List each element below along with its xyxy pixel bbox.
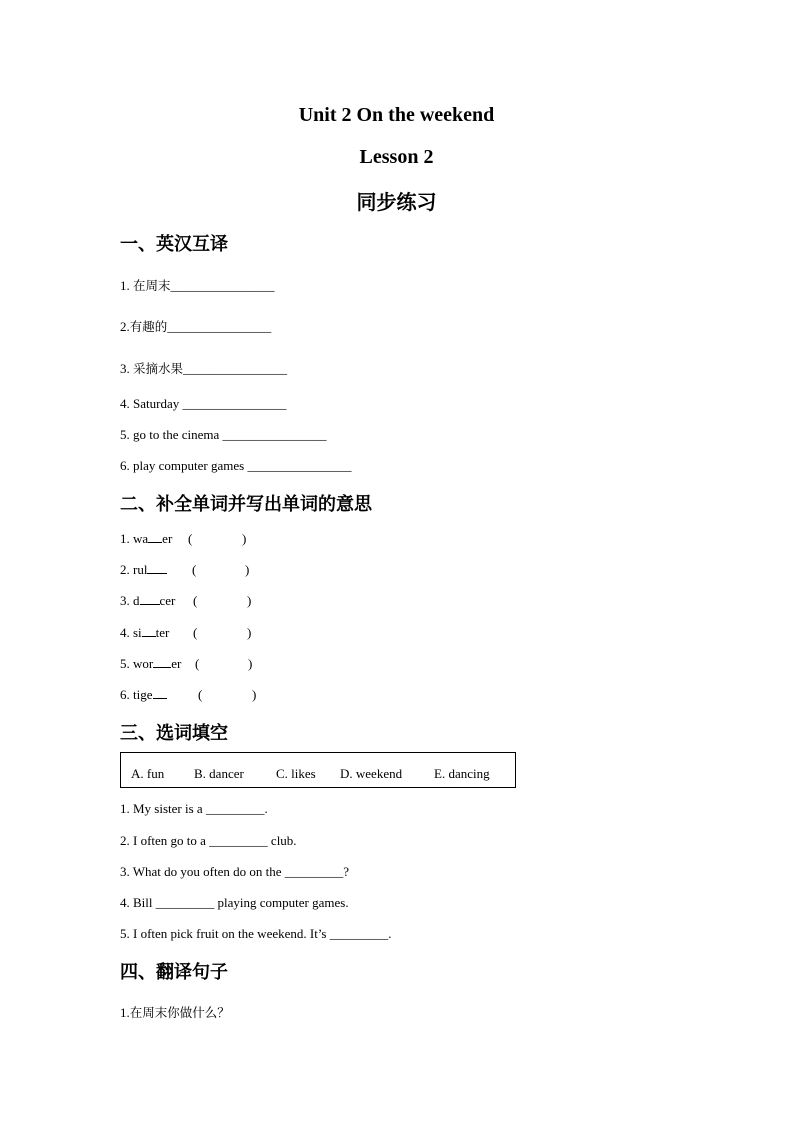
sentence-end: playing computer games. [214,895,349,910]
document-title: Unit 2 On the weekend [298,104,495,126]
s2-item-2 [120,562,250,578]
item-number: 1. [120,531,133,546]
item-number: 3. [120,593,133,608]
answer-blank[interactable]: _________ [205,801,265,816]
s3-item-1 [120,801,268,817]
s1-item-5 [120,427,327,443]
answer-blank[interactable]: _________ [329,926,389,941]
sentence-start: 2. I often go to a [120,833,210,848]
word-option-a: A. fun [131,766,165,781]
sentence-start: 5. I often pick fruit on the weekend. It’s [120,926,330,941]
answer-blank[interactable]: _________ [284,864,344,879]
section-4-heading: 四、翻译句子 [120,962,228,983]
letter-blank[interactable] [140,593,160,605]
section-1-heading: 一、英汉互译 [120,234,228,255]
item-number: 1. [120,278,133,293]
answer-blank[interactable]: ________________ [182,396,287,411]
answer-blank[interactable]: ________________ [167,319,272,334]
s2-item-5 [120,656,253,672]
s4-item-1 [120,1003,230,1021]
item-number: 4. [120,625,133,640]
word-option-c: C. likes [276,766,316,781]
item-text: 有趣的 [129,319,168,334]
s3-item-4 [120,895,349,911]
word-start: rul [133,562,148,577]
item-number: 1. [120,1005,130,1020]
word-end: cer [159,593,176,608]
word-option-e: E. dancing [434,766,490,781]
item-text: go to the cinema [133,427,223,442]
item-number: 5. [120,427,133,442]
item-text: 在周末 [133,278,171,293]
s1-item-4 [120,396,286,412]
letter-blank[interactable] [147,562,167,574]
answer-blank[interactable]: ________________ [170,278,275,293]
sentence-end: ? [343,864,350,879]
document-subtitle: 同步练习 [356,190,437,214]
word-end: er [171,656,182,671]
sentence-end: . [388,926,392,941]
item-number: 3. [120,361,133,376]
item-text: 采摘水果 [133,361,184,376]
item-number: 5. [120,656,133,671]
word-start: wa [133,531,149,546]
letter-blank[interactable] [142,625,156,637]
s3-item-5 [120,926,392,942]
item-text: play computer games [133,458,248,473]
word-end: er [162,531,173,546]
word-option-b: B. dancer [194,766,244,781]
s3-item-2 [120,833,297,849]
word-start: d [133,593,140,608]
sentence-end: . [264,801,268,816]
item-number: 2. [120,319,130,334]
open-paren: ( [195,656,200,671]
close-paren: ) [242,531,247,546]
sentence-start: 3. What do you often do on the [120,864,285,879]
word-bank-box [120,752,516,788]
item-number: 2. [120,562,133,577]
open-paren: ( [192,562,197,577]
s1-item-1 [120,276,275,294]
letter-blank[interactable] [148,531,162,543]
close-paren: ) [248,656,253,671]
close-paren: ) [245,562,250,577]
close-paren: ) [247,625,252,640]
s1-item-2 [120,317,271,335]
open-paren: ( [198,687,203,702]
s3-item-3 [120,864,349,880]
word-start: tige [133,687,153,702]
word-start: si [133,625,142,640]
open-paren: ( [193,593,198,608]
word-start: wor [133,656,154,671]
s2-item-4 [120,625,252,641]
letter-blank[interactable] [153,687,167,699]
sentence-start: 4. Bill [120,895,156,910]
section-3-heading: 三、选词填空 [120,723,228,744]
answer-blank[interactable]: ________________ [222,427,327,442]
answer-blank[interactable]: _________ [209,833,268,848]
answer-blank[interactable]: ________________ [183,361,288,376]
word-option-d: D. weekend [340,766,403,781]
lesson-title: Lesson 2 [359,146,434,168]
s1-item-3 [120,359,287,377]
item-number: 4. [120,396,133,411]
open-paren: ( [188,531,193,546]
item-text: Saturday [133,396,183,411]
sentence-end: club. [267,833,297,848]
item-number: 6. [120,687,133,702]
close-paren: ) [252,687,257,702]
letter-blank[interactable] [153,656,171,668]
s2-item-1 [120,531,247,547]
section-2-heading: 二、补全单词并写出单词的意思 [120,494,372,515]
s1-item-6 [120,458,351,474]
open-paren: ( [193,625,198,640]
sentence-start: 1. My sister is a [120,801,206,816]
word-end: ter [155,625,170,640]
item-text: 在周末你做什么？ [129,1005,230,1020]
s2-item-3 [120,593,252,609]
answer-blank[interactable]: ________________ [247,458,352,473]
s2-item-6 [120,687,257,703]
answer-blank[interactable]: _________ [155,895,215,910]
close-paren: ) [247,593,252,608]
item-number: 6. [120,458,133,473]
